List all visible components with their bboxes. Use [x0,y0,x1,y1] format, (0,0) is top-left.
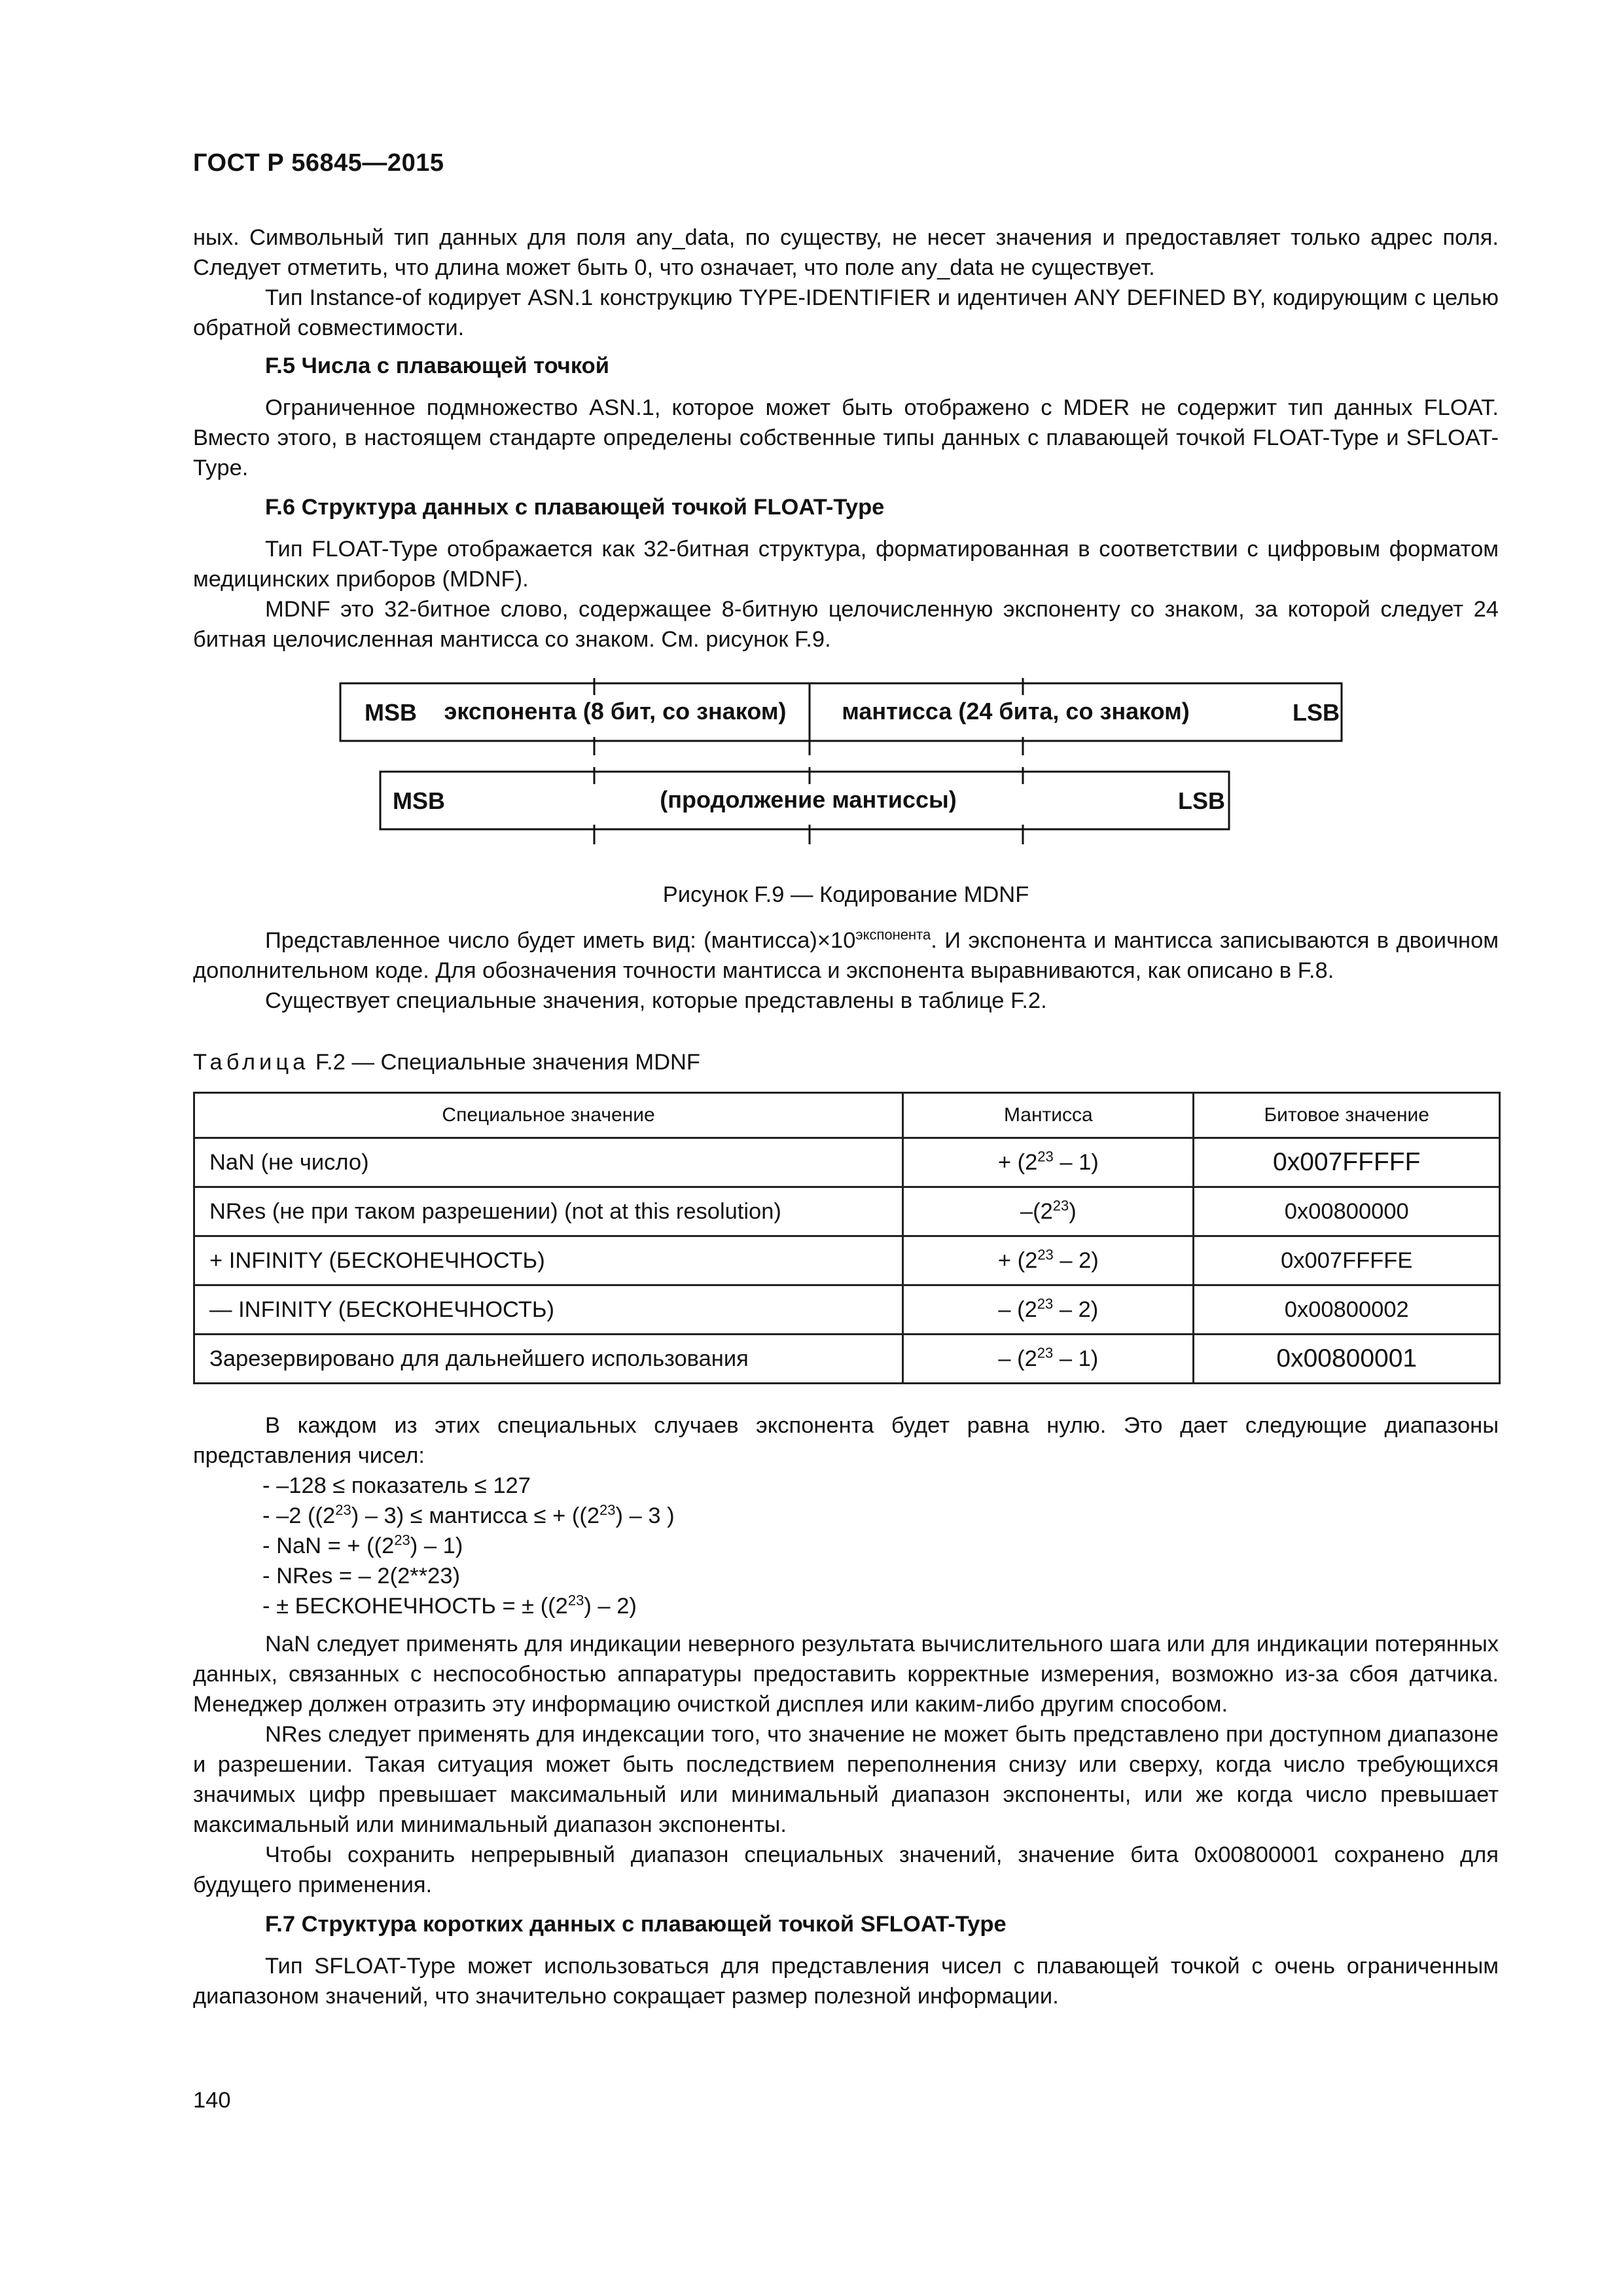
table-cell-bits: 0x007FFFFF [1194,1138,1500,1187]
paragraph: Тип FLOAT-Type отображается как 32-битная структура, форматированная в соответствии с цифровым форматом медицинских приборов (MDNF). [193,537,1499,592]
diagram-row2-lsb: LSB [1178,787,1225,814]
table-header-row [194,1093,1500,1138]
table-row [194,1236,1500,1285]
paragraph: Чтобы сохранить непрерывный диапазон специальных значений, значение бита 0x00800001 сохранено для будущего применения. [193,1842,1499,1897]
table-row [194,1285,1500,1335]
list-item: - NRes = – 2(2**23) [262,1564,461,1588]
formula-text-rest: . И экспонента и мантисса записываются в двоичном дополнительном коде. Для обозначения точности мантисса и экспонента выравниваются, как описано в F.8. [193,928,1499,983]
ranges-list [193,1471,1499,1621]
table-caption-title: F.2 — Специальные значения MDNF [309,1050,700,1075]
page-body [193,223,1499,2011]
list-item: - ± БЕСКОНЕЧНОСТЬ = ± $((2^{23}) - 2)$ [262,1592,637,1619]
diagram-row2-continuation: (продолжение мантиссы) [660,786,957,813]
table-cell-name: NRes (не при таком разрешении) (not at this resolution) [194,1187,903,1236]
table-row [194,1138,1500,1187]
paragraph: Ограниченное подмножество ASN.1, которое может быть отображено с MDER не содержит тип данных FLOAT. Вместо этого, в настоящем стандарте определены собственные типы данных с плавающей точкой FLOAT-Type и SFLOAT-Type. [193,395,1499,480]
table-row [194,1335,1500,1384]
diagram-row1-exponent: экспонента (8 бит, со знаком) [444,698,787,725]
table-cell-mantissa: – $(2^{23} - 1)$ [903,1335,1194,1384]
table-cell-bits: 0x00800002 [1194,1285,1500,1335]
table-header-cell: Битовое значение [1194,1093,1500,1138]
table-caption-label: Таблица [193,1050,310,1075]
table-cell-mantissa: + $(2^{23} - 2)$ [903,1236,1194,1285]
paragraph: Существует специальные значения, которые представлены в таблице F.2. [265,988,1047,1013]
table-cell-name: NaN (не число) [194,1138,903,1187]
table-cell-name: Зарезервировано для дальнейшего использования [194,1335,903,1384]
table-cell-mantissa: + $(2^{23} - 1)$ [903,1138,1194,1187]
paragraph: NRes следует применять для индексации того, что значение не может быть представлено при доступном диапазоне и разрешении. Такая ситуация может быть последствием переполнения снизу или сверху, когда число требующихся значимых цифр превышает максимальный или минимальный диапазон экспоненты, или же когда число превышает максимальный или минимальный диапазон экспоненты. [193,1722,1499,1837]
list-item: - –2 $((2^{23}) - 3)$ ≤ мантисса ≤ + ($(2^{23}) - 3$ ) [262,1501,675,1528]
table-header-cell: Специальное значение [194,1093,903,1138]
diagram-row1-mantissa: мантисса (24 бита, со знаком) [842,698,1190,725]
paragraph: MDNF это 32-битное слово, содержащее 8-битную целочисленную экспоненту со знаком, за которой следует 24 битная целочисленная мантисса со знаком. См. рисунок F.9. [193,597,1499,652]
mdnf-diagram [193,664,1499,880]
diagram-row2-msb: MSB [393,787,445,814]
paragraph: Тип Instance-of кодирует ASN.1 конструкцию TYPE-IDENTIFIER и идентичен ANY DEFINED BY, кодирующим с целью обратной совместимости. [193,285,1499,340]
table-cell-name: + INFINITY (БЕСКОНЕЧНОСТЬ) [194,1236,903,1285]
formula-exponent: экспонента [855,926,931,943]
table-header-cell: Мантисса [903,1093,1194,1138]
section-heading-f6: F.6 Структура данных с плавающей точкой FLOAT-Type [265,495,885,520]
table-cell-name: — INFINITY (БЕСКОНЕЧНОСТЬ) [194,1285,903,1335]
table-cell-bits: 0x00800000 [1194,1187,1500,1236]
table-cell-bits: 0x00800001 [1194,1335,1500,1384]
figure-mdnf [193,664,1499,925]
table-cell-mantissa: $-(2^{23})$ [903,1187,1194,1236]
table-caption [193,1047,1499,1077]
paragraph: Тип SFLOAT-Type может использоваться для представления чисел с плавающей точкой с очень ограниченным диапазоном значений, что значительно сокращает размер полезной информации. [193,1954,1499,2009]
list-item: - –128 ≤ показатель ≤ 127 [262,1473,531,1498]
paragraph: В каждом из этих специальных случаев экспонента будет равна нулю. Это дает следующие диапазоны представления чисел: [193,1413,1499,1468]
paragraph-formula [193,925,1499,986]
table-cell-mantissa: – $(2^{23} - 2)$ [903,1285,1194,1335]
figure-caption: Рисунок F.9 — Кодирование MDNF [662,882,1029,907]
section-heading-f5: F.5 Числа с плавающей точкой [265,353,609,378]
section-heading-f7: F.7 Структура коротких данных с плавающей точкой SFLOAT-Type [265,1912,1007,1937]
special-values-table [193,1092,1501,1384]
list-item: - NaN = + $((2^{23}) - 1)$ [262,1532,463,1558]
formula-text: Представленное число будет иметь вид: (мантисса)×10 [265,928,856,953]
paragraph: ных. Символьный тип данных для поля any_data, по существу, не несет значения и предоставляет только адрес поля. Следует отметить, что длина может быть 0, что означает, что поле any_data не существует. [193,225,1499,280]
diagram-row1-msb: MSB [365,699,417,726]
page-number: 140 [193,2088,231,2113]
table-row [194,1187,1500,1236]
paragraph: NaN следует применять для индикации неверного результата вычислительного шага или для индикации потерянных данных, связанных с неспособностью аппаратуры предоставить корректные измерения, возможно из-за сбоя датчика. Менеджер должен отразить эту информацию очисткой дисплея или каким-либо другим способом. [193,1632,1499,1717]
standard-header: ГОСТ Р 56845—2015 [193,149,444,177]
diagram-row1-lsb: LSB [1293,699,1340,726]
table-cell-bits: 0x007FFFFE [1194,1236,1500,1285]
